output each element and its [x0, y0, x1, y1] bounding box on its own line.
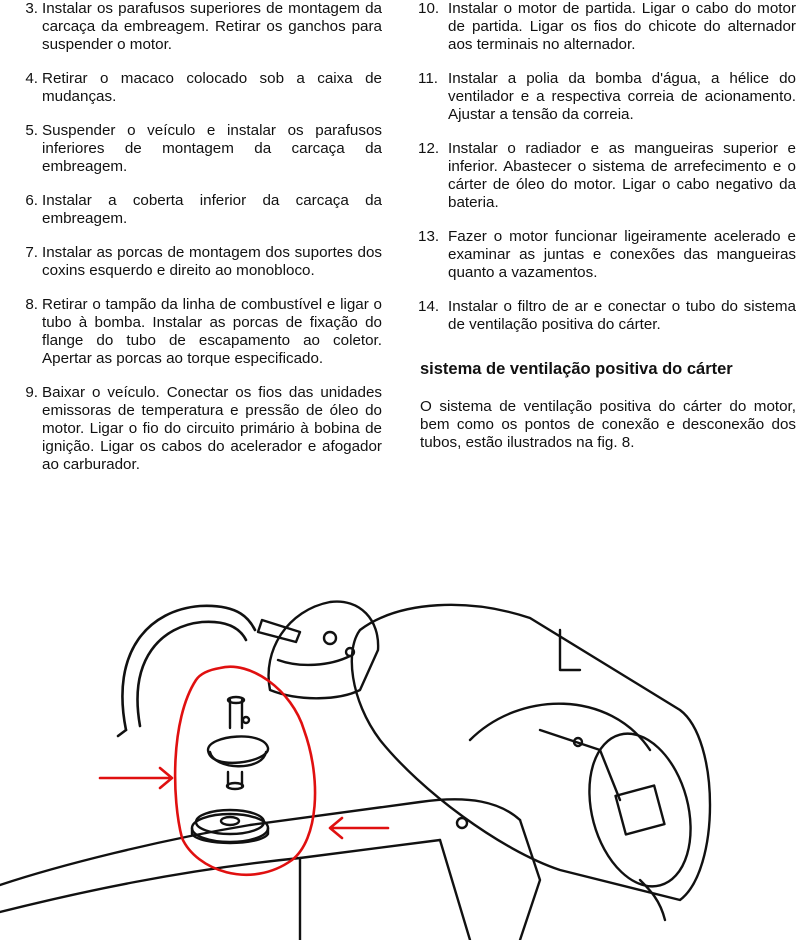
list-item: [418, 140, 796, 212]
item-number: 6.: [25, 192, 38, 209]
list-item: [0, 70, 382, 106]
item-text: Baixar o veículo. Conectar os fios das unidades emissoras de temperatura e pressão de óleo do motor. Ligar o fio do circuito primário à bobina de ignição. Ligar os cabos do acelerador e afogador ao carburador.: [42, 384, 382, 473]
item-text: Fazer o motor funcionar ligeiramente acelerado e examinar as juntas e conexões das mangueiras quanto a vazamentos.: [448, 228, 796, 281]
item-number: 4.: [25, 70, 38, 87]
item-text: Suspender o veículo e instalar os parafusos inferiores de montagem da carcaça da embreagem.: [42, 122, 382, 175]
red-arrow-left: [100, 768, 172, 788]
item-number: 11.: [418, 70, 438, 87]
list-item: [418, 0, 796, 54]
grommet: [192, 810, 268, 843]
item-text: Instalar as porcas de montagem dos suportes dos coxins esquerdo e direito ao monobloco.: [42, 244, 382, 279]
list-item: [0, 296, 382, 368]
section-heading: sistema de ventilação positiva do cárter: [420, 360, 733, 378]
item-number: 12.: [418, 140, 440, 157]
elbow-fitting: [269, 602, 379, 699]
red-arrow-right: [330, 818, 388, 838]
left-column: [0, 0, 382, 490]
section-paragraph: O sistema de ventilação positiva do cárter do motor, bem como os pontos de conexão e desconexão dos tubos, estão ilustrados na fig. 8.: [420, 398, 796, 451]
engine-illustration: [0, 540, 800, 940]
list-item: [418, 70, 796, 124]
item-number: 7.: [25, 244, 38, 261]
list-item: [0, 244, 382, 280]
item-number: 3.: [25, 0, 38, 17]
list-item: [0, 122, 382, 176]
right-column: [418, 0, 796, 452]
pcv-valve: [208, 697, 268, 789]
list-item: [418, 228, 796, 282]
item-text: Instalar o motor de partida. Ligar o cabo do motor de partida. Ligar os fios do chicote do alternador aos terminais no alternador.: [448, 0, 796, 53]
list-item: [0, 384, 382, 474]
list-item: [418, 298, 796, 334]
red-circle-annotation: [175, 667, 315, 875]
item-text: Retirar o macaco colocado sob a caixa de mudanças.: [42, 70, 382, 105]
item-text: Instalar os parafusos superiores de montagem da carcaça da embreagem. Retirar os ganchos para suspender o motor.: [42, 0, 382, 53]
item-text: Instalar a coberta inferior da carcaça da embreagem.: [42, 192, 382, 227]
item-number: 14.: [418, 298, 440, 315]
item-text: Retirar o tampão da linha de combustível e ligar o tubo à bomba. Instalar as porcas de fixação do flange do tubo de escapamento ao coletor. Apertar as porcas ao torque especificado.: [42, 296, 382, 367]
item-text: Instalar a polia da bomba d'água, a hélice do ventilador e a respectiva correia de acionamento. Ajustar a tensão da correia.: [448, 70, 796, 123]
item-text: Instalar o radiador e as mangueiras superior e inferior. Abastecer o sistema de arrefecimento e o cárter de óleo do motor. Ligar o cabo negativo da bateria.: [448, 140, 796, 211]
item-number: 9.: [25, 384, 38, 401]
list-item: [0, 0, 382, 54]
item-number: 5.: [25, 122, 38, 139]
item-number: 10.: [418, 0, 440, 17]
engine-block-edge: [0, 840, 440, 912]
item-text: Instalar o filtro de ar e conectar o tubo do sistema de ventilação positiva do cárter.: [448, 298, 796, 333]
list-item: [0, 192, 382, 228]
engine-block: [0, 799, 520, 885]
item-number: 8.: [25, 296, 38, 313]
item-number: 13.: [418, 228, 440, 245]
